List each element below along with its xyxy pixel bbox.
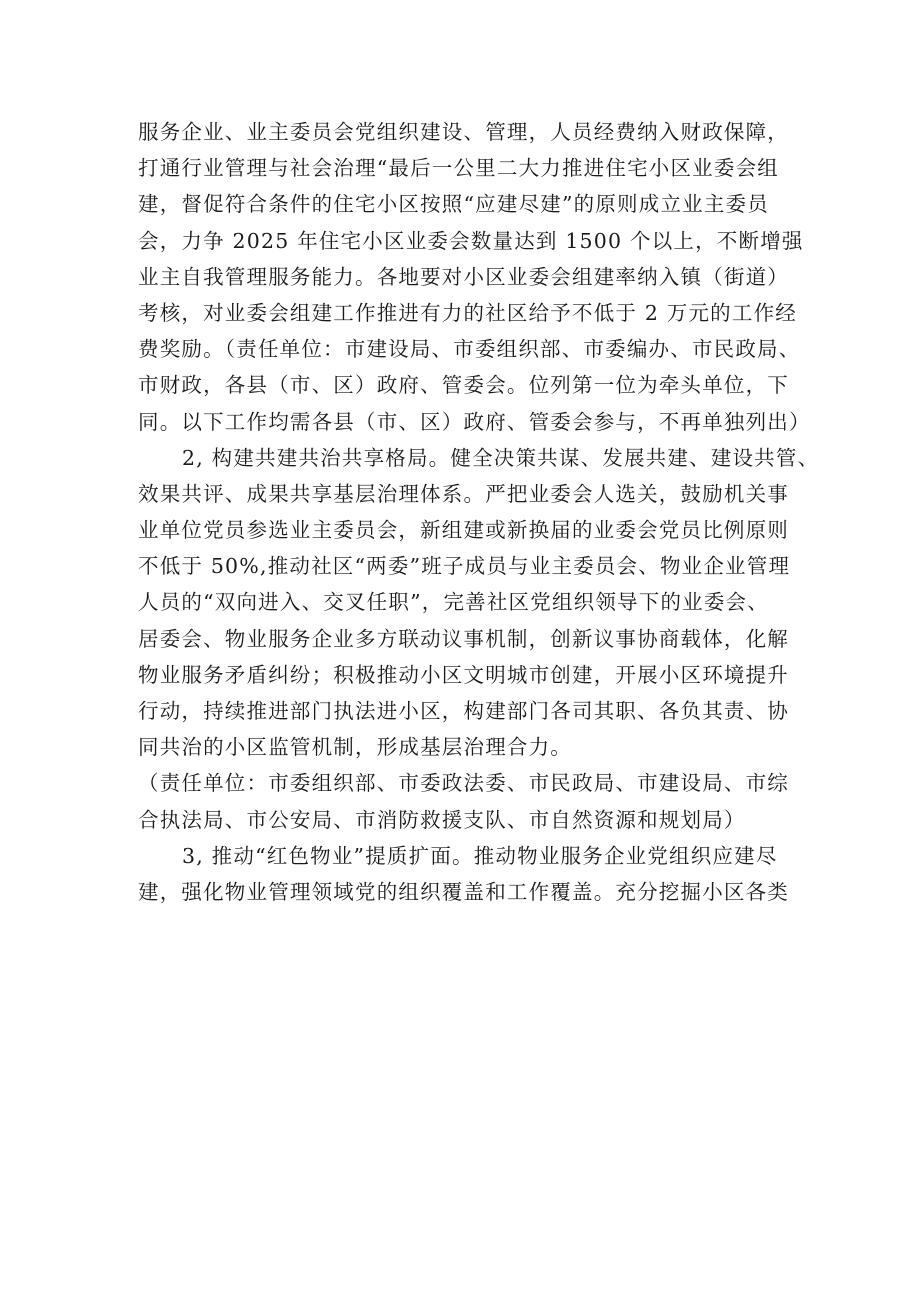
text-line-11: 效果共评、成果共享基层治理体系。严把业委会人选关，鼓励机关事 [138, 481, 789, 506]
text-line-12: 业单位党员参选业主委员会，新组建或新换届的业委会党员比例原则 [138, 518, 789, 543]
text-line-9: 同。以下工作均需各县（市、区）政府、管委会参与，不再单独列出） [138, 409, 811, 434]
text-line-7: 费奖励。（责任单位：市建设局、市委组织部、市委编办、市民政局、 [138, 337, 801, 362]
text-line-14: 人员的“双向进入、交叉任职”，完善社区党组织领导下的业委会、 [138, 590, 769, 615]
section-heading-3: 3, 推动“红色物业”提质扩面。推动物业服务企业党组织应建尽 [182, 843, 778, 868]
responsibility-line-1: （责任单位：市委组织部、市委政法委、市民政局、市建设局、市综 [138, 771, 789, 796]
text-line-5: 业主自我管理服务能力。各地要对小区业委会组建率纳入镇（街道） [138, 264, 789, 289]
text-line-8: 市财政，各县（市、区）政府、管委会。位列第一位为牵头单位，下 [138, 373, 789, 398]
text-line-22: 建，强化物业管理领域党的组织覆盖和工作覆盖。充分挖掘小区各类 [138, 879, 789, 904]
text-line-2: 打通行业管理与社会治理“最后一公里二大力推进住宅小区业委会组 [138, 156, 779, 181]
text-line-13: 不低于 50%,推动社区“两委”班子成员与业主委员会、物业企业管理 [138, 554, 791, 579]
responsibility-line-2: 合执法局、市公安局、市消防救援支队、市自然资源和规划局） [138, 807, 746, 832]
text-line-15: 居委会、物业服务企业多方联动议事机制，创新议事协商载体，化解 [138, 626, 789, 651]
text-line-1: 服务企业、业主委员会党组织建设、管理，人员经费纳入财政保障， [138, 120, 789, 144]
body-text [138, 114, 820, 910]
text-line-4: 会，力争 2025 年住宅小区业委会数量达到 1500 个以上，不断增强 [138, 228, 804, 253]
text-line-18: 同共治的小区监管机制，形成基层治理合力。 [138, 735, 572, 760]
text-line-16: 物业服务矛盾纠纷；积极推动小区文明城市创建，开展小区环境提升 [138, 662, 789, 687]
section-heading-2: 2, 构建共建共治共享格局。健全决策共谋、发展共建、建设共管、 [182, 445, 820, 470]
text-line-6: 考核，对业委会组建工作推进有力的社区给予不低于 2 万元的工作经 [138, 300, 797, 325]
text-line-3: 建，督促符合条件的住宅小区按照“应建尽建”的原则成立业主委员 [138, 192, 769, 217]
text-line-17: 行动，持续推进部门执法进小区，构建部门各司其职、各负其责、协 [138, 699, 789, 723]
